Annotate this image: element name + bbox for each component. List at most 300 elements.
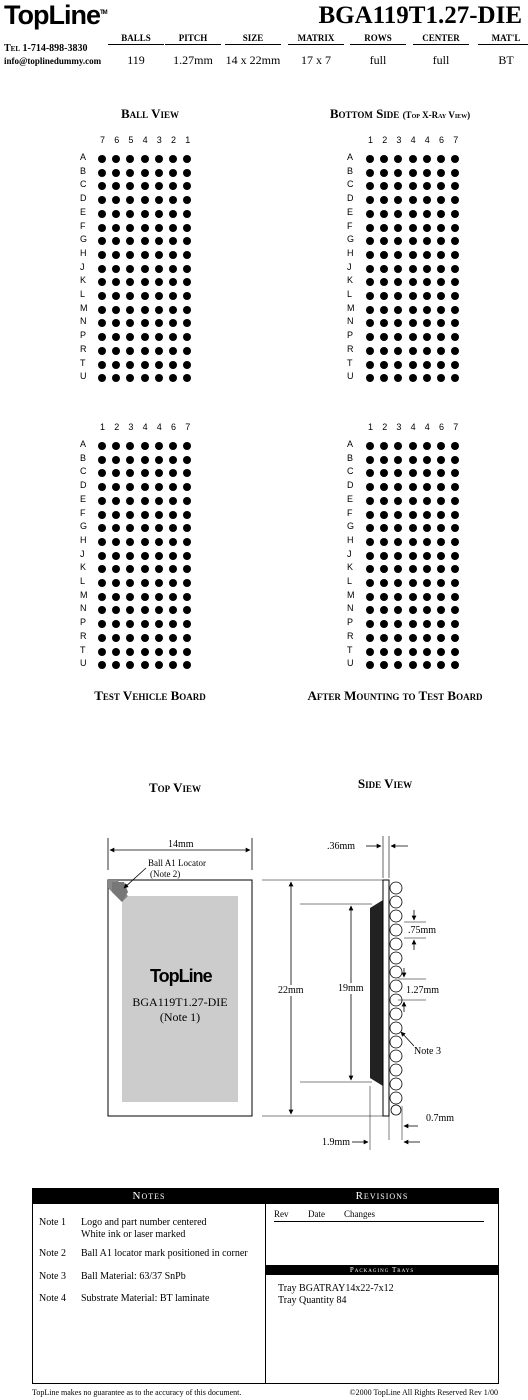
spec-label: MAT'L — [478, 33, 528, 45]
column-number: 3 — [396, 422, 402, 432]
solder-ball — [380, 593, 388, 601]
solder-ball — [126, 511, 134, 519]
solder-ball — [366, 661, 374, 669]
solder-ball — [141, 565, 149, 573]
solder-ball — [366, 538, 374, 546]
note-text: Substrate Material: BT laminate — [81, 1293, 210, 1304]
solder-ball — [451, 524, 459, 532]
solder-ball — [366, 278, 374, 286]
solder-ball — [126, 182, 134, 190]
row-label: H — [80, 247, 87, 258]
solder-ball — [112, 442, 120, 450]
solder-ball — [394, 251, 402, 259]
ball-diameter-dimension: .75mm — [408, 925, 437, 936]
test-vehicle-title: Test Vehicle Board — [94, 688, 206, 703]
solder-ball — [423, 579, 431, 587]
solder-ball — [451, 169, 459, 177]
solder-ball — [366, 251, 374, 259]
row-label: D — [80, 480, 87, 491]
solder-ball — [380, 634, 388, 642]
spec-value: 119 — [127, 53, 145, 67]
solder-ball — [169, 196, 177, 204]
solder-ball — [451, 374, 459, 382]
solder-ball — [380, 224, 388, 232]
solder-ball — [141, 620, 149, 628]
solder-ball — [423, 224, 431, 232]
row-label: N — [80, 603, 87, 614]
solder-ball — [183, 182, 191, 190]
solder-ball — [437, 196, 445, 204]
solder-ball — [394, 579, 402, 587]
solder-ball — [380, 278, 388, 286]
solder-ball — [423, 593, 431, 601]
solder-ball — [141, 483, 149, 491]
solder-ball — [437, 606, 445, 614]
row-label: M — [347, 302, 355, 313]
solder-ball — [141, 196, 149, 204]
solder-ball — [423, 456, 431, 464]
solder-ball — [409, 511, 417, 519]
solder-ball — [451, 333, 459, 341]
solder-ball — [98, 361, 106, 369]
solder-ball — [437, 306, 445, 314]
solder-ball — [98, 278, 106, 286]
solder-ball — [451, 565, 459, 573]
solder-ball — [112, 661, 120, 669]
solder-ball — [183, 237, 191, 245]
solder-ball — [394, 497, 402, 505]
solder-ball — [169, 278, 177, 286]
solder-ball — [409, 538, 417, 546]
row-label: P — [80, 617, 87, 628]
solder-ball — [126, 347, 134, 355]
solder-ball — [394, 661, 402, 669]
solder-ball — [437, 634, 445, 642]
solder-ball — [380, 169, 388, 177]
spec-value: 14 x 22mm — [225, 53, 281, 67]
solder-ball — [169, 579, 177, 587]
solder-ball — [366, 292, 374, 300]
solder-ball — [423, 606, 431, 614]
solder-ball — [183, 361, 191, 369]
solder-ball — [183, 483, 191, 491]
solder-ball — [155, 579, 163, 587]
solder-ball — [423, 565, 431, 573]
solder-ball — [380, 210, 388, 218]
solder-ball — [451, 456, 459, 464]
note3-callout: Note 3 — [414, 1046, 441, 1057]
solder-ball — [169, 648, 177, 656]
solder-ball — [451, 210, 459, 218]
solder-ball — [451, 552, 459, 560]
solder-ball — [141, 579, 149, 587]
solder-ball — [141, 169, 149, 177]
solder-ball — [126, 210, 134, 218]
solder-ball — [112, 524, 120, 532]
part-number-title: BGA119T1.27-DIE — [318, 2, 522, 29]
solder-ball — [112, 606, 120, 614]
solder-ball — [183, 210, 191, 218]
solder-ball — [112, 511, 120, 519]
solder-ball — [437, 347, 445, 355]
row-label: H — [347, 534, 354, 545]
row-label: K — [80, 275, 87, 286]
solder-ball — [394, 224, 402, 232]
solder-ball — [112, 319, 120, 327]
solder-ball — [437, 292, 445, 300]
solder-ball — [183, 497, 191, 505]
solder-ball — [409, 565, 417, 573]
solder-ball — [98, 347, 106, 355]
solder-ball — [409, 251, 417, 259]
solder-ball — [169, 552, 177, 560]
solder-ball — [169, 442, 177, 450]
solder-ball — [409, 361, 417, 369]
solder-ball — [141, 442, 149, 450]
solder-ball — [380, 620, 388, 628]
note-text: Ball A1 locator mark positioned in corner — [81, 1248, 248, 1259]
solder-ball — [409, 196, 417, 204]
solder-ball — [451, 538, 459, 546]
solder-ball — [155, 469, 163, 477]
solder-ball — [437, 169, 445, 177]
column-number: 3 — [128, 422, 134, 432]
row-label: L — [347, 576, 353, 586]
ball-height-dimension: 0.7mm — [426, 1113, 455, 1124]
solder-ball — [394, 182, 402, 190]
solder-ball — [141, 634, 149, 642]
solder-ball — [155, 292, 163, 300]
spec-value: 17 x 7 — [301, 53, 331, 67]
solder-ball — [380, 456, 388, 464]
solder-ball — [366, 524, 374, 532]
solder-ball — [423, 182, 431, 190]
solder-ball — [380, 237, 388, 245]
solder-ball — [169, 251, 177, 259]
solder-ball — [169, 511, 177, 519]
solder-ball — [409, 224, 417, 232]
solder-ball — [169, 538, 177, 546]
row-label: K — [80, 562, 87, 573]
solder-ball — [437, 237, 445, 245]
solder-ball — [437, 278, 445, 286]
spec-label: CENTER — [413, 33, 469, 45]
solder-ball — [423, 361, 431, 369]
row-label: B — [347, 165, 354, 176]
solder-ball — [451, 511, 459, 519]
solder-ball — [126, 169, 134, 177]
solder-ball — [437, 593, 445, 601]
solder-ball — [98, 456, 106, 464]
solder-ball — [380, 374, 388, 382]
column-number: 2 — [114, 422, 120, 432]
solder-ball — [409, 634, 417, 642]
row-label: K — [347, 275, 354, 286]
solder-ball — [112, 565, 120, 573]
solder-ball — [126, 497, 134, 505]
solder-ball — [437, 155, 445, 163]
solder-ball — [409, 593, 417, 601]
row-label: J — [80, 548, 85, 559]
row-label: N — [80, 316, 87, 327]
solder-ball — [98, 606, 106, 614]
solder-ball — [141, 292, 149, 300]
column-number: 4 — [424, 422, 430, 432]
solder-ball — [98, 538, 106, 546]
solder-ball — [366, 155, 374, 163]
solder-ball — [183, 565, 191, 573]
solder-ball — [155, 210, 163, 218]
solder-ball — [155, 620, 163, 628]
footer-disclaimer: TopLine makes no guarantee as to the accuracy of this document. — [32, 1388, 242, 1397]
solder-ball — [112, 469, 120, 477]
column-number: 1 — [368, 422, 374, 432]
row-label: R — [347, 343, 354, 354]
solder-ball — [98, 182, 106, 190]
solder-ball — [409, 483, 417, 491]
solder-ball — [141, 497, 149, 505]
solder-ball — [437, 456, 445, 464]
solder-ball — [112, 182, 120, 190]
solder-ball — [155, 306, 163, 314]
solder-ball — [126, 224, 134, 232]
solder-ball — [394, 361, 402, 369]
solder-ball — [366, 361, 374, 369]
spec-label: ROWS — [350, 33, 406, 45]
solder-ball — [394, 524, 402, 532]
solder-ball — [366, 182, 374, 190]
solder-ball — [380, 606, 388, 614]
solder-ball — [98, 196, 106, 204]
solder-ball — [394, 374, 402, 382]
top-view-title: Top View — [148, 780, 202, 795]
solder-ball — [437, 565, 445, 573]
solder-ball — [155, 265, 163, 273]
row-label: M — [80, 302, 88, 313]
solder-ball — [394, 648, 402, 656]
row-label: N — [347, 316, 354, 327]
width-dimension: 14mm — [168, 839, 194, 850]
solder-ball — [112, 593, 120, 601]
solder-ball — [183, 648, 191, 656]
row-label: C — [347, 466, 354, 477]
solder-ball — [366, 648, 374, 656]
bottom-side-title: Bottom Side (Top X-Ray View) — [329, 106, 471, 121]
solder-ball — [437, 210, 445, 218]
note-number: Note 4 — [39, 1293, 66, 1304]
solder-ball — [98, 265, 106, 273]
solder-ball — [423, 374, 431, 382]
spec-value: full — [369, 53, 387, 67]
solder-ball — [169, 224, 177, 232]
solder-ball — [126, 620, 134, 628]
tray-quantity: Tray Quantity 84 — [278, 1295, 347, 1306]
solder-ball — [141, 552, 149, 560]
solder-ball — [141, 524, 149, 532]
solder-ball — [366, 169, 374, 177]
solder-ball — [183, 374, 191, 382]
solder-ball — [366, 319, 374, 327]
solder-ball — [394, 292, 402, 300]
solder-ball — [126, 648, 134, 656]
solder-ball — [169, 593, 177, 601]
row-label: G — [80, 234, 88, 245]
solder-ball — [394, 265, 402, 273]
solder-ball — [98, 593, 106, 601]
solder-ball — [409, 620, 417, 628]
row-label: T — [347, 357, 353, 368]
solder-ball — [169, 374, 177, 382]
solder-ball — [366, 442, 374, 450]
solder-ball — [409, 579, 417, 587]
column-number: 4 — [142, 135, 148, 145]
solder-ball — [98, 524, 106, 532]
solder-ball — [141, 210, 149, 218]
solder-ball — [141, 538, 149, 546]
solder-ball — [451, 278, 459, 286]
solder-ball — [366, 374, 374, 382]
solder-ball — [451, 634, 459, 642]
solder-ball — [423, 524, 431, 532]
solder-ball — [437, 182, 445, 190]
solder-ball — [394, 155, 402, 163]
locator-note: (Note 2) — [150, 869, 181, 879]
note-text-line2: White ink or laser marked — [81, 1229, 186, 1240]
solder-ball — [183, 347, 191, 355]
solder-ball — [98, 565, 106, 573]
solder-ball — [183, 442, 191, 450]
solder-ball — [394, 210, 402, 218]
row-label: B — [80, 165, 87, 176]
solder-ball — [437, 265, 445, 273]
row-label: G — [347, 521, 355, 532]
solder-ball — [183, 251, 191, 259]
solder-ball — [183, 511, 191, 519]
solder-ball — [451, 347, 459, 355]
solder-ball — [437, 661, 445, 669]
chip-part-number: BGA119T1.27-DIE — [132, 995, 228, 1009]
row-label: R — [347, 630, 354, 641]
footer-copyright: ©2000 TopLine All Rights Reserved Rev 1/00 — [349, 1388, 498, 1397]
solder-ball — [155, 251, 163, 259]
solder-ball — [112, 333, 120, 341]
row-label: P — [80, 330, 87, 341]
solder-ball — [112, 224, 120, 232]
solder-ball — [155, 278, 163, 286]
row-label: G — [347, 234, 355, 245]
solder-ball — [409, 552, 417, 560]
thickness-dimension: .36mm — [327, 841, 356, 852]
solder-ball — [366, 483, 374, 491]
locator-label: Ball A1 Locator — [148, 858, 206, 868]
solder-ball — [380, 333, 388, 341]
solder-ball — [423, 196, 431, 204]
solder-ball — [451, 361, 459, 369]
solder-ball — [169, 620, 177, 628]
solder-ball — [112, 579, 120, 587]
row-label: J — [347, 548, 352, 559]
solder-ball — [183, 456, 191, 464]
solder-ball — [394, 456, 402, 464]
column-number: 2 — [382, 135, 388, 145]
solder-ball — [183, 579, 191, 587]
solder-ball — [126, 278, 134, 286]
die-dimension: 19mm — [338, 983, 364, 994]
solder-ball — [155, 593, 163, 601]
solder-ball — [366, 347, 374, 355]
solder-ball — [169, 483, 177, 491]
note-text: Ball Material: 63/37 SnPb — [81, 1271, 186, 1282]
solder-ball — [141, 155, 149, 163]
solder-ball — [394, 552, 402, 560]
revisions-columns — [274, 1209, 484, 1222]
solder-ball — [423, 292, 431, 300]
solder-ball — [451, 224, 459, 232]
solder-ball — [112, 552, 120, 560]
solder-ball — [183, 333, 191, 341]
solder-ball — [112, 251, 120, 259]
solder-ball — [155, 169, 163, 177]
row-label: U — [80, 658, 87, 669]
solder-ball — [112, 648, 120, 656]
solder-ball — [380, 182, 388, 190]
solder-ball — [155, 524, 163, 532]
solder-ball — [451, 265, 459, 273]
solder-ball — [126, 579, 134, 587]
solder-ball — [451, 306, 459, 314]
solder-ball — [409, 333, 417, 341]
row-label: H — [347, 247, 354, 258]
solder-ball — [451, 292, 459, 300]
solder-ball — [394, 606, 402, 614]
solder-ball — [437, 361, 445, 369]
solder-ball — [112, 497, 120, 505]
solder-ball — [394, 565, 402, 573]
solder-ball — [141, 278, 149, 286]
solder-ball — [423, 210, 431, 218]
solder-ball — [423, 648, 431, 656]
solder-ball — [183, 224, 191, 232]
row-label: F — [347, 507, 353, 518]
solder-ball — [380, 347, 388, 355]
spec-label: BALLS — [108, 33, 164, 45]
solder-ball — [437, 552, 445, 560]
solder-ball — [366, 237, 374, 245]
solder-ball — [112, 306, 120, 314]
row-label: T — [80, 644, 86, 655]
solder-ball — [366, 306, 374, 314]
solder-ball — [437, 374, 445, 382]
solder-ball — [380, 497, 388, 505]
solder-ball — [423, 306, 431, 314]
solder-ball — [155, 374, 163, 382]
solder-ball — [423, 469, 431, 477]
solder-ball — [183, 606, 191, 614]
solder-ball — [183, 634, 191, 642]
solder-ball — [126, 634, 134, 642]
solder-ball — [394, 319, 402, 327]
solder-ball — [98, 511, 106, 519]
column-number: 4 — [410, 135, 416, 145]
solder-ball — [112, 483, 120, 491]
solder-ball — [394, 620, 402, 628]
solder-ball — [451, 579, 459, 587]
solder-ball — [126, 456, 134, 464]
row-label: E — [80, 493, 87, 504]
solder-ball — [155, 483, 163, 491]
column-number: 6 — [439, 135, 445, 145]
solder-ball — [126, 251, 134, 259]
